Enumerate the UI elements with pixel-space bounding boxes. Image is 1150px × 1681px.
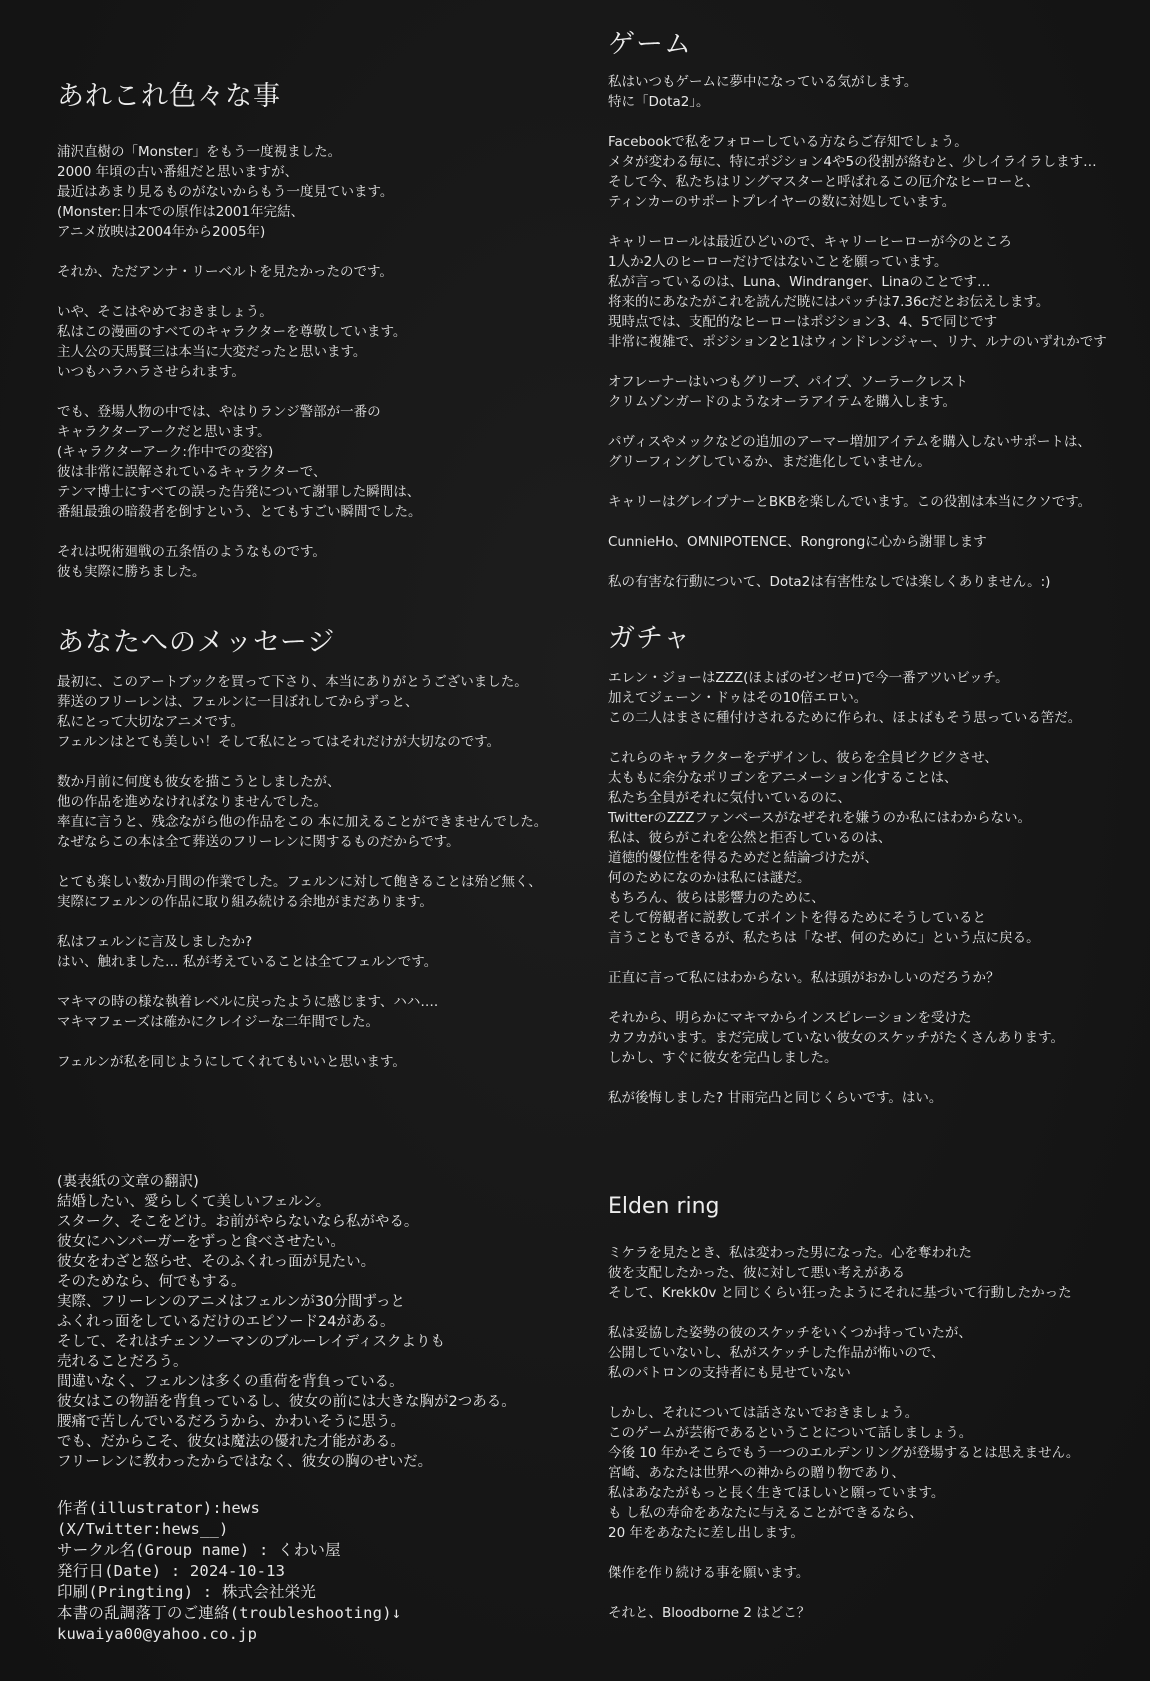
text-line: カフカがいます。まだ完成していない彼女のスケッチがたくさんあります。	[608, 1030, 1065, 1046]
text-line: ふくれっ面をしているだけのエピソード24がある。	[57, 1314, 395, 1330]
paragraph	[57, 672, 597, 752]
paragraph	[57, 262, 597, 282]
text-line: 太ももに余分なポリゴンをアニメーション化することは、	[608, 770, 958, 786]
text-line: そして今、私たちはリングマスターと呼ばれるこの厄介なヒーローと、	[608, 174, 1040, 190]
text-line: いや、そこはやめておきましょう。	[57, 304, 273, 320]
text-line: サークル名(Group name) : くわい屋	[57, 1541, 341, 1559]
text-line: (X/Twitter:hews__)	[57, 1520, 229, 1538]
text-line: とても楽しい数か月間の作業でした。フェルンに対して飽きることは殆ど無く、	[57, 874, 542, 890]
section-body-elden-ring	[608, 1243, 1146, 1623]
text-line: (裏表紙の文章の翻訳)	[57, 1174, 199, 1190]
text-line: 私はいつもゲームに夢中になっている気がします。	[608, 74, 918, 90]
paragraph	[608, 232, 1146, 352]
section-body-misc	[57, 142, 597, 582]
text-line: それか、ただアンナ・リーベルトを見たかったのです。	[57, 264, 393, 280]
paragraph	[608, 1603, 1146, 1623]
text-line: 私は妥協した姿勢の彼のスケッチをいくつか持っていたが、	[608, 1325, 972, 1341]
text-line: 将来的にあなたがこれを読んだ暁にはパッチは7.36cだとお伝えします。	[608, 294, 1050, 310]
text-line: なぜならこの本は全て葬送のフリーレンに関するものだからです。	[57, 834, 460, 850]
text-line: そのためなら、何でもする。	[57, 1274, 246, 1290]
text-line: も し私の寿命をあなたに与えることができるなら、	[608, 1505, 923, 1521]
text-line: しかし、すぐに彼女を完凸しました。	[608, 1050, 838, 1066]
paragraph	[608, 1323, 1146, 1383]
text-line: 何のためになのかは私には謎だ。	[608, 870, 811, 886]
text-line: はい、触れました… 私が考えていることは全てフェルンです。	[57, 954, 438, 970]
paragraph	[608, 1403, 1146, 1543]
text-line: でも、登場人物の中では、やはりランジ警部が一番の	[57, 404, 381, 420]
text-line: 腰痛で苦しんでいるだろうから、かわいそうに思う。	[57, 1414, 405, 1430]
text-line: 最近はあまり見るものがないからもう一度見ています。	[57, 184, 394, 200]
paragraph	[608, 532, 1146, 552]
paragraph	[57, 302, 597, 382]
paragraph	[608, 1243, 1146, 1303]
text-line: 非常に複雑で、ポジション2と1はウィンドレンジャー、リナ、ルナのいずれかです	[608, 334, 1107, 350]
text-line: CunnieHo、OMNIPOTENCE、Rongrongに心から謝罪します	[608, 534, 987, 550]
text-line: 主人公の天馬賢三は本当に大変だったと思います。	[57, 344, 367, 360]
section-body-gacha	[608, 668, 1146, 1108]
section-title-misc: あれこれ色々な事	[57, 81, 281, 112]
section-game	[608, 28, 1146, 612]
text-line: 彼女をわざと怒らせ、そのふくれっ面が見たい。	[57, 1254, 376, 1270]
text-line: 加えてジェーン・ドゥはその10倍エロい。	[608, 690, 868, 706]
paragraph	[57, 872, 597, 912]
text-line: TwitterのZZZファンベースがなぜそれを嫌うのか私にはわからない。	[608, 810, 1032, 826]
text-line: もちろん、彼らは影響力のために、	[608, 890, 825, 906]
credits-lines	[57, 1498, 597, 1645]
text-line: 発行日(Date) : 2024-10-13	[57, 1562, 286, 1580]
text-line: ティンカーのサポートプレイヤーの数に対処しています。	[608, 194, 956, 210]
text-line: 率直に言うと、残念ながら他の作品をこの 本に加えることができませんでした。	[57, 814, 548, 830]
text-line: 特に「Dota2」。	[608, 94, 710, 110]
text-line: Facebookで私をフォローしている方ならご存知でしょう。	[608, 134, 968, 150]
text-line: いつもハラハラさせられます。	[57, 364, 245, 380]
paragraph	[608, 748, 1146, 948]
paragraph	[608, 572, 1146, 592]
text-line: 私が後悔しました? 甘雨完凸と同じくらいです。はい。	[608, 1090, 943, 1106]
paragraph	[608, 72, 1146, 112]
text-line: 印刷(Pringting) : 株式会社栄光	[57, 1583, 317, 1601]
section-body-message	[57, 672, 597, 1072]
text-line: キャラクターアークだと思います。	[57, 424, 271, 440]
text-line: 現時点では、支配的なヒーローはポジション3、4、5で同じです	[608, 314, 998, 330]
text-line: 言うこともできるが、私たちは「なぜ、何のために」という点に戻る。	[608, 930, 1040, 946]
text-line: kuwaiya00@yahoo.co.jp	[57, 1625, 258, 1643]
text-line: マキマフェーズは確かにクレイジーな二年間でした。	[57, 1014, 379, 1030]
text-line: アニメ放映は2004年から2005年)	[57, 224, 266, 240]
text-line: 道徳的優位性を得るためだと結論づけたが、	[608, 850, 878, 866]
text-line: 1人か2人のヒーローだけではないことを願っています。	[608, 254, 948, 270]
text-line: エレン・ジョーはZZZ(ほよばのゼンゼロ)で今一番アツいビッチ。	[608, 670, 1009, 686]
section-misc	[57, 80, 597, 602]
text-line: このゲームが芸術であるということについて話しましょう。	[608, 1425, 973, 1441]
text-line: 私が言っているのは、Luna、Windranger、Linaのことです…	[608, 274, 991, 290]
text-line: 私は、彼らがこれを公然と拒否しているのは、	[608, 830, 892, 846]
section-body-game	[608, 72, 1146, 592]
text-line: それから、明らかにマキマからインスピレーションを受けた	[608, 1010, 972, 1026]
text-line: 本書の乱調落丁のご連絡(troubleshooting)↓	[57, 1604, 402, 1622]
section-title-game: ゲーム	[608, 29, 692, 60]
section-title-message: あなたへのメッセージ	[57, 627, 336, 658]
text-line: 実際にフェルンの作品に取り組み続ける余地がまだあります。	[57, 894, 433, 910]
paragraph	[608, 132, 1146, 212]
text-line: 私にとって大切なアニメです。	[57, 714, 244, 730]
text-line: 数か月前に何度も彼女を描こうとしましたが、	[57, 774, 341, 790]
text-line: 私のパトロンの支持者にも見せていない	[608, 1365, 851, 1381]
text-line: 売れることだろう。	[57, 1354, 188, 1370]
section-title-elden-ring: Elden ring	[608, 1194, 720, 1219]
text-line: 2000 年頃の古い番組だと思いますが、	[57, 164, 299, 180]
paragraph	[608, 1563, 1146, 1583]
text-line: グリーフィングしているか、まだ進化していません。	[608, 454, 931, 470]
text-line: でも、だからこそ、彼女は魔法の優れた才能がある。	[57, 1434, 405, 1450]
text-line: 結婚したい、愛らしくて美しいフェルン。	[57, 1194, 331, 1210]
text-line: テンマ博士にすべての誤った告発について謝罪した瞬間は、	[57, 484, 421, 500]
text-line: しかし、それについては話さないでおきましょう。	[608, 1405, 919, 1421]
text-line: フリーレンに教わったからではなく、彼女の胸のせいだ。	[57, 1454, 433, 1470]
paragraph	[57, 542, 597, 582]
text-line: 他の作品を進めなければなりませんでした。	[57, 794, 327, 810]
credits	[57, 1498, 597, 1645]
paragraph	[608, 432, 1146, 472]
text-line: 浦沢直樹の「Monster」をもう一度視ました。	[57, 144, 342, 160]
text-line: オフレーナーはいつもグリーブ、パイプ、ソーラークレスト	[608, 374, 968, 390]
text-line: ミケラを見たとき、私は変わった男になった。心を奪われた	[608, 1245, 972, 1261]
text-line: 今後 10 年かそこらでもう一つのエルデンリングが登場するとは思えません。	[608, 1445, 1080, 1461]
text-line: それと、Bloodborne 2 はどこ？	[608, 1605, 811, 1621]
text-line: それは呪術廻戦の五条悟のようなものです。	[57, 544, 326, 560]
text-line: 葬送のフリーレンは、フェルンに一目ぼれしてからずっと、	[57, 694, 419, 710]
text-line: 公開していないし、私がスケッチした作品が怖いので、	[608, 1345, 945, 1361]
paragraph	[57, 1052, 597, 1072]
paragraph	[608, 968, 1146, 988]
backcover-translation	[57, 1172, 597, 1472]
text-line: 最初に、このアートブックを買って下さり、本当にありがとうございました。	[57, 674, 528, 690]
text-line: 彼も実際に勝ちました。	[57, 564, 206, 580]
paragraph	[608, 1088, 1146, 1108]
paragraph	[57, 992, 597, 1032]
section-title-gacha: ガチャ	[608, 623, 692, 654]
paragraph	[608, 668, 1146, 728]
text-line: (Monster:日本での原作は2001年完結、	[57, 204, 305, 220]
text-line: 20 年をあなたに差し出します。	[608, 1525, 804, 1541]
paragraph	[608, 1008, 1146, 1068]
text-line: 私はフェルンに言及しましたか?	[57, 934, 253, 950]
text-line: 宮崎、あなたは世界への神からの贈り物であり、	[608, 1465, 905, 1481]
text-line: 私たち全員がそれに気付いているのに、	[608, 790, 851, 806]
text-line: 私の有害な行動について、Dota2は有害性なしでは楽しくありません。:)	[608, 574, 1051, 590]
text-line: 彼女はこの物語を背負っているし、彼女の前には大きな胸が2つある。	[57, 1394, 516, 1410]
section-elden-ring	[608, 1193, 1146, 1643]
text-line: フェルンが私を同じようにしてくれてもいいと思います。	[57, 1054, 406, 1070]
text-line: 正直に言って私にはわからない。私は頭がおかしいのだろうか？	[608, 970, 1000, 986]
text-line: パヴィスやメックなどの追加のアーマー増加アイテムを購入しないサポートは、	[608, 434, 1091, 450]
section-gacha	[608, 622, 1146, 1128]
paragraph	[608, 492, 1146, 512]
text-line: (キャラクターアーク:作中での変容)	[57, 444, 274, 460]
paragraph	[608, 372, 1146, 412]
text-line: 私はこの漫画のすべてのキャラクターを尊敬しています。	[57, 324, 407, 340]
text-line: メタが変わる毎に、特にポジション4や5の役割が絡むと、少しイライラします…	[608, 154, 1097, 170]
text-line: スターク、そこをどけ。お前がやらないなら私がやる。	[57, 1214, 419, 1230]
text-line: 実際、フリーレンのアニメはフェルンが30分間ずっと	[57, 1294, 406, 1310]
text-line: キャリーはグレイプナーとBKBを楽しんでいます。この役割は本当にクソです。	[608, 494, 1092, 510]
text-line: マキマの時の様な執着レベルに戻ったように感じます、ハハ….	[57, 994, 439, 1010]
text-line: 彼女にハンバーガーをずっと食べさせたい。	[57, 1234, 345, 1250]
paragraph	[57, 772, 597, 852]
text-line: 私はあなたがもっと長く生きてほしいと願っています。	[608, 1485, 945, 1501]
text-line: 作者(illustrator):hews	[57, 1499, 260, 1517]
text-line: この二人はまさに種付けされるために作られ、ほよばもそう思っている筈だ。	[608, 710, 1082, 726]
backcover-lines	[57, 1172, 597, 1472]
text-line: 彼は非常に誤解されているキャラクターで、	[57, 464, 327, 480]
text-line: クリムゾンガードのようなオーラアイテムを購入します。	[608, 394, 957, 410]
text-line: フェルンはとても美しい！そして私にとってはそれだけが大切なのです。	[57, 734, 501, 750]
text-line: 間違いなく、フェルンは多くの重荷を背負っている。	[57, 1374, 404, 1390]
paragraph	[57, 932, 597, 972]
text-line: 傑作を作り続ける事を願います。	[608, 1565, 810, 1581]
section-message	[57, 626, 597, 1092]
text-line: キャリーロールは最近ひどいので、キャリーヒーローが今のところ	[608, 234, 1012, 250]
text-line: これらのキャラクターをデザインし、彼らを全員ビクビクさせ、	[608, 750, 998, 766]
paragraph	[57, 402, 597, 522]
paragraph	[57, 142, 597, 242]
text-line: 番組最強の暗殺者を倒すという、とてもすごい瞬間でした。	[57, 504, 422, 520]
text-line: そして傍観者に説教してポイントを得るためにそうしていると	[608, 910, 986, 926]
text-line: 彼を支配したかった、彼に対して悪い考えがある	[608, 1265, 905, 1281]
text-line: そして、それはチェンソーマンのブルーレイディスクよりも	[57, 1334, 446, 1350]
text-line: そして、Krekk0v と同じくらい狂ったようにそれに基づいて行動したかった	[608, 1285, 1072, 1301]
